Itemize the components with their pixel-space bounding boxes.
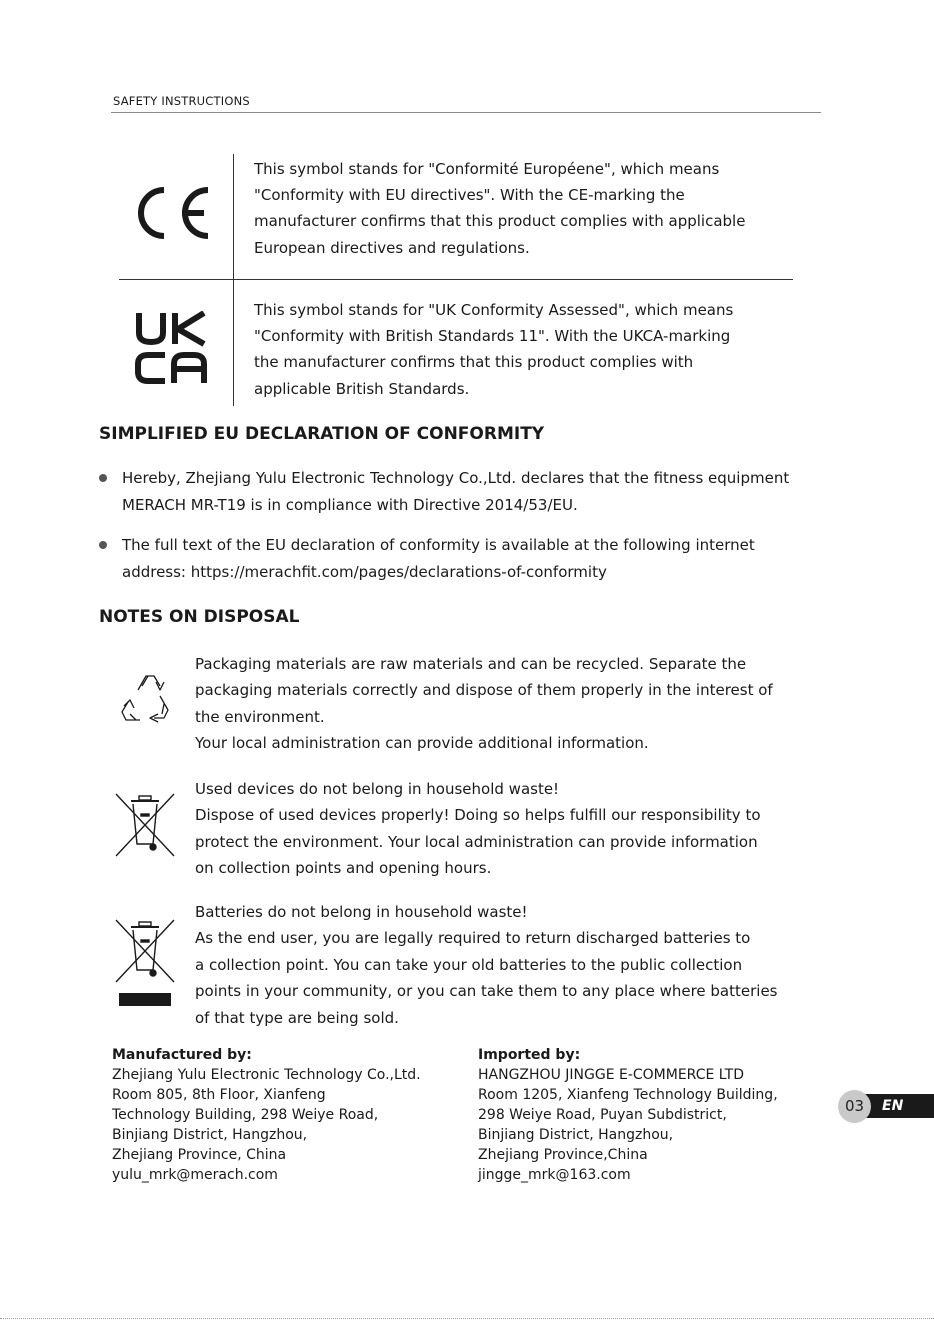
importer-block xyxy=(478,1045,828,1185)
disposal-line: points in your community, or you can take them to any place where batteries xyxy=(195,982,778,1001)
manufacturer-label: Manufactured by: xyxy=(112,1047,252,1063)
importer-line: Room 1205, Xianfeng Technology Building, xyxy=(478,1087,778,1103)
disposal-packaging-text xyxy=(195,651,875,757)
declaration-bullet xyxy=(122,532,922,585)
ce-description-line: This symbol stands for "Conformité Européene", which means xyxy=(254,160,720,178)
crossed-out-bin-icon xyxy=(113,792,177,864)
importer-label: Imported by: xyxy=(478,1047,581,1063)
importer-line: Zhejiang Province,China xyxy=(478,1147,648,1163)
bullet-line: MERACH MR-T19 is in compliance with Directive 2014/53/EU. xyxy=(122,495,578,514)
manufacturer-email: yulu_mrk@merach.com xyxy=(112,1167,278,1183)
disposal-title: NOTES ON DISPOSAL xyxy=(99,607,300,627)
disposal-line: Used devices do not belong in household waste! xyxy=(195,780,560,798)
disposal-line: Batteries do not belong in household waste! xyxy=(195,903,528,921)
importer-line: HANGZHOU JINGGE E-COMMERCE LTD xyxy=(478,1067,744,1083)
ce-description-line: manufacturer confirms that this product complies with applicable xyxy=(254,212,746,231)
ce-description-line: European directives and regulations. xyxy=(254,238,530,257)
disposal-line: on collection points and opening hours. xyxy=(195,859,492,878)
ukca-description xyxy=(254,297,814,402)
importer-line: Binjiang District, Hangzhou, xyxy=(478,1127,674,1143)
importer-email: jingge_mrk@163.com xyxy=(478,1167,631,1183)
ce-mark-icon xyxy=(126,184,214,246)
symbol-table-horizontal-divider xyxy=(119,279,793,280)
manufacturer-line: Technology Building, 298 Weiye Road, xyxy=(112,1107,379,1123)
disposal-line: Your local administration can provide additional information. xyxy=(195,734,649,753)
header-divider xyxy=(111,112,821,113)
manufacturer-block xyxy=(112,1045,462,1185)
ukca-description-line: This symbol stands for "UK Conformity Assessed", which means xyxy=(254,301,734,319)
importer-line: 298 Weiye Road, Puyan Subdistrict, xyxy=(478,1107,727,1123)
disposal-line: As the end user, you are legally required to return discharged batteries to xyxy=(195,929,751,948)
page-number: 03 xyxy=(838,1090,871,1123)
declaration-title: SIMPLIFIED EU DECLARATION OF CONFORMITY xyxy=(99,424,545,444)
disposal-batteries-text xyxy=(195,899,875,1031)
disposal-line: of that type are being sold. xyxy=(195,1008,399,1027)
page-bottom-edge xyxy=(0,1318,934,1319)
disposal-line: Packaging materials are raw materials and can be recycled. Separate the xyxy=(195,655,747,673)
ce-description xyxy=(254,156,814,261)
disposal-line: Dispose of used devices properly! Doing so helps fulfill our responsibility to xyxy=(195,806,761,825)
manufacturer-line: Zhejiang Yulu Electronic Technology Co.,Ltd. xyxy=(112,1067,421,1083)
bullet-line: Hereby, Zhejiang Yulu Electronic Technology Co.,Ltd. declares that the fitness equipment xyxy=(122,469,790,487)
manufacturer-line: Binjiang District, Hangzhou, xyxy=(112,1127,308,1143)
recycle-icon xyxy=(116,672,176,732)
manufacturer-line: Zhejiang Province, China xyxy=(112,1147,287,1163)
crossed-out-bin-battery-icon xyxy=(113,918,177,1012)
bullet-icon xyxy=(99,541,107,549)
disposal-line: a collection point. You can take your old batteries to the public collection xyxy=(195,955,743,974)
disposal-devices-text xyxy=(195,776,875,882)
declaration-bullet xyxy=(122,465,922,518)
bullet-line: The full text of the EU declaration of conformity is available at the following internet xyxy=(122,536,755,554)
section-header: SAFETY INSTRUCTIONS xyxy=(113,94,250,108)
symbol-table-vertical-divider xyxy=(233,154,234,406)
bullet-icon xyxy=(99,474,107,482)
ukca-description-line: the manufacturer confirms that this product complies with xyxy=(254,353,694,372)
bullet-line: address: https://merachfit.com/pages/declarations-of-conformity xyxy=(122,562,607,581)
disposal-line: packaging materials correctly and dispose of them properly in the interest of xyxy=(195,681,773,700)
ce-description-line: "Conformity with EU directives". With the CE-marking the xyxy=(254,186,685,205)
disposal-line: the environment. xyxy=(195,707,325,726)
ukca-mark-icon xyxy=(134,311,208,389)
language-tab: EN xyxy=(862,1094,934,1118)
manufacturer-line: Room 805, 8th Floor, Xianfeng xyxy=(112,1087,326,1103)
ukca-description-line: "Conformity with British Standards 11". With the UKCA-marking xyxy=(254,327,731,346)
ukca-description-line: applicable British Standards. xyxy=(254,379,470,398)
disposal-line: protect the environment. Your local administration can provide information xyxy=(195,832,758,851)
